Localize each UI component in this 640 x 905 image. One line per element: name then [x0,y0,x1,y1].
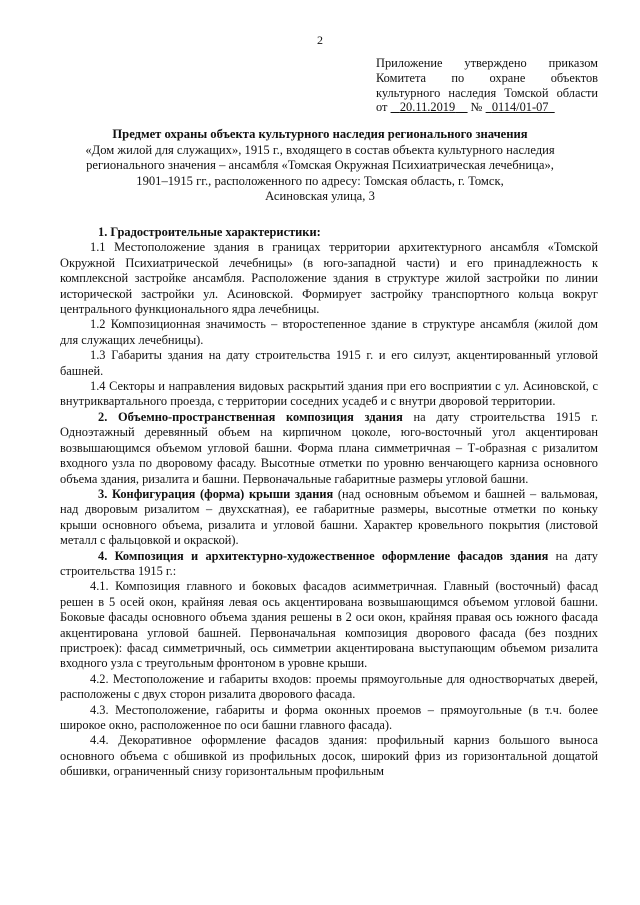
approval-order-number: 0114/01-07 [491,100,549,115]
section-4-heading: 4. Композиция и архитектурно-художественное оформление фасадов здания [98,548,549,563]
approval-number-sign: № [470,100,483,115]
paragraph-4-3: 4.3. Местоположение, габариты и форма оконных проемов – прямоугольные (в т.ч. более широкое окно, расположенное по оси башни главного фасада). [60,702,598,732]
title-line-3: регионального значения – ансамбля «Томская Окружная Психиатрическая лечебница», [86,158,554,172]
title-line-2: «Дом жилой для служащих», 1915 г., входящего в состав объекта культурного наследия [85,142,555,157]
page-number: 2 [317,33,323,47]
paragraph-1-3: 1.3 Габариты здания на дату строительства 1915 г. и его силуэт, акцентированный угловой башней. [60,348,598,378]
paragraph-1-1: 1.1 Местоположение здания в границах территории архитектурного ансамбля «Томской Окружной Психиатрической лечебницы» (в юго-западной части) и его принадлежность к комплексной застройке ансамбля. Расположение здания в структуре жилой застройки по линии исторической застройки ул. Асиновской. Формирует застройку транспортного кольца вокруг центрального функционального ядра лечебницы. [60,240,598,317]
approval-line-1: Приложение утверждено приказом [376,56,598,70]
paragraph-1-2: 1.2 Композиционная значимость – второстепенное здание в структуре ансамбля (жилой дом для служащих лечебницы). [60,317,598,347]
section-4-text: на дату строительства 1915 г.: [60,548,598,578]
title-line-4: 1901–1915 гг., расположенного по адресу: Томская область, г. Томск, [136,173,504,188]
section-3 [60,487,598,549]
paragraph-4-2: 4.2. Местоположение и габариты входов: проемы прямоугольные для одностворчатых дверей, расположены с двух сторон ризалита дворового фасада. [60,671,598,702]
approval-from-label: от [376,100,388,115]
approval-date: 20.11.2019 [399,100,456,115]
approval-line-2: Комитета по охране объектов [376,70,598,85]
section-2-text: на дату строительства 1915 г. Одноэтажный деревянный объем на кирпичном цоколе, юго-восточный угол акцентирован возвышающимся объемом угловой башни. Форма плана симметричная – Т-образная с ризалитом входного узла по дворовому фасаду. Высотные отметки по уровню венчающего карниза основного объема здания, ризалита и башни. Первоначальные габаритные размеры угловой башни. [60,409,598,486]
paragraph-1-4: 1.4 Секторы и направления видовых раскрытий здания при его восприятии с ул. Асиновской, с внутриквартального проезда, с территории соседних усадеб и с внутри дворовой территории. [60,379,598,409]
document-body [60,225,598,780]
approval-line-3: культурного наследия Томской области [376,85,598,100]
approval-block [376,56,598,115]
section-3-text: (над основным объемом и башней – вальмовая, над дворовым ризалитом – двухскатная), ее габаритные размеры, высотные отметки по коньку крыши основного объема, ризалита и угловой башни. Характер кровельного покрытия (листовой металл с фальцовкой и окраской). [60,486,598,548]
paragraph-4-4: 4.4. Декоративное оформление фасадов здания: профильный карниз большого выноса основного объема с обшивкой из профильных досок, широкий фриз из горизонтальной дощатой обшивки, ограниченный снизу горизонтальным профильным [60,733,598,779]
section-2 [60,410,598,487]
document-title [60,127,580,205]
section-1-heading: 1. Градостроительные характеристики: [98,225,321,239]
paragraph-4-1: 4.1. Композиция главного и боковых фасадов асимметричная. Главный (восточный) фасад решен в 5 осей окон, крайняя левая ось акцентирована возвышающимся объемом угловой башни. Боковые фасады основного объема здания решены в 2 оси окон, крайняя правая ось южного фасада акцентирована угловой башней. Первоначальная композиция дворового фасада (без поздних пристроек): фасад симметричный, ось симметрии акцентирована выступающим объемом ризалита входного узла с треугольным фронтоном в уровне крыши. [60,579,598,671]
section-2-heading: 2. Объемно-пространственная композиция здания [98,409,403,424]
approval-date-line [376,100,598,115]
section-4 [60,549,598,580]
title-line-5: Асиновская улица, 3 [265,189,375,203]
section-3-heading: 3. Конфигурация (форма) крыши здания [98,486,334,501]
title-heading: Предмет охраны объекта культурного наследия регионального значения [112,127,528,141]
